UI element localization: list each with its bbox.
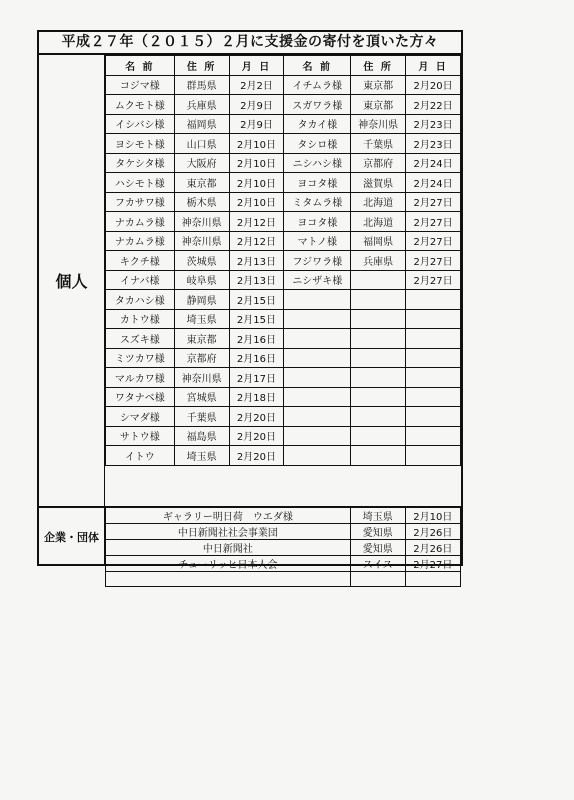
- cell-name: タカハシ様: [106, 290, 175, 310]
- table-row: [106, 75, 461, 95]
- table-row: [106, 540, 461, 556]
- cell-date: 2月20日: [406, 75, 461, 95]
- cell-address: [351, 348, 406, 368]
- cell-date: 2月10日: [229, 192, 284, 212]
- cell-date: [406, 426, 461, 446]
- cell-name: キクチ様: [106, 251, 175, 271]
- cell-address: 栃木県: [174, 192, 229, 212]
- cell-address: 東京都: [351, 75, 406, 95]
- cell-name: イシバシ様: [106, 114, 175, 134]
- cell-name: [284, 387, 351, 407]
- cell-date: 2月12日: [229, 231, 284, 251]
- cell-name: [284, 348, 351, 368]
- cell-name: ヨコタ様: [284, 173, 351, 193]
- cell-address: スイス: [350, 556, 405, 572]
- cell-date: 2月16日: [229, 348, 284, 368]
- cell-address: 京都府: [351, 153, 406, 173]
- column-header-address: 住 所: [174, 56, 229, 76]
- table-row: [106, 348, 461, 368]
- cell-date: 2月27日: [406, 231, 461, 251]
- cell-date: 2月17日: [229, 368, 284, 388]
- cell-name: ムクモト様: [106, 95, 175, 115]
- cell-name: [284, 309, 351, 329]
- table-row: [106, 270, 461, 290]
- table-row: [106, 329, 461, 349]
- table-row: [106, 231, 461, 251]
- cell-date: [406, 290, 461, 310]
- donor-sheet: [37, 30, 463, 571]
- cell-name: フジワラ様: [284, 251, 351, 271]
- cell-address: 神奈川県: [174, 212, 229, 232]
- cell-address: 愛知県: [350, 524, 405, 540]
- cell-name: ナカムラ様: [106, 212, 175, 232]
- cell-name: ハシモト様: [106, 173, 175, 193]
- cell-address: [351, 426, 406, 446]
- cell-date: [405, 572, 460, 587]
- cell-name: [284, 329, 351, 349]
- cell-name: ミツカワ様: [106, 348, 175, 368]
- cell-date: [406, 309, 461, 329]
- cell-name: イチムラ様: [284, 75, 351, 95]
- table-row: [106, 368, 461, 388]
- table-row: [106, 309, 461, 329]
- cell-address: 福岡県: [174, 114, 229, 134]
- cell-address: 北海道: [351, 212, 406, 232]
- cell-organization-name: [106, 572, 351, 587]
- cell-address: [350, 572, 405, 587]
- cell-date: 2月20日: [229, 407, 284, 427]
- cell-address: 兵庫県: [351, 251, 406, 271]
- cell-address: [351, 329, 406, 349]
- cell-address: 神奈川県: [351, 114, 406, 134]
- table-row: [106, 95, 461, 115]
- table-row: [106, 290, 461, 310]
- column-header-name: 名 前: [284, 56, 351, 76]
- cell-address: 愛知県: [350, 540, 405, 556]
- cell-date: [406, 446, 461, 466]
- cell-date: 2月10日: [229, 173, 284, 193]
- cell-name: タカイ様: [284, 114, 351, 134]
- cell-address: 京都府: [174, 348, 229, 368]
- cell-date: 2月15日: [229, 290, 284, 310]
- organizations-section-label: 企業・団体: [39, 506, 105, 566]
- cell-date: 2月24日: [406, 173, 461, 193]
- table-row: [106, 572, 461, 587]
- cell-name: ニシザキ様: [284, 270, 351, 290]
- cell-date: [406, 407, 461, 427]
- cell-address: 神奈川県: [174, 368, 229, 388]
- cell-name: シマダ様: [106, 407, 175, 427]
- cell-name: [284, 446, 351, 466]
- cell-date: 2月12日: [229, 212, 284, 232]
- table-row: [106, 407, 461, 427]
- cell-name: サトウ様: [106, 426, 175, 446]
- cell-date: 2月24日: [406, 153, 461, 173]
- cell-name: イナバ様: [106, 270, 175, 290]
- cell-address: 兵庫県: [174, 95, 229, 115]
- cell-address: 宮城県: [174, 387, 229, 407]
- cell-name: [284, 407, 351, 427]
- table-row: [106, 212, 461, 232]
- cell-date: 2月18日: [229, 387, 284, 407]
- cell-organization-name: 中日新聞社社会事業団: [106, 524, 351, 540]
- cell-address: 山口県: [174, 134, 229, 154]
- individuals-table: [105, 55, 461, 466]
- cell-date: 2月10日: [405, 507, 460, 524]
- cell-name: [284, 368, 351, 388]
- cell-name: マトノ様: [284, 231, 351, 251]
- cell-address: [351, 368, 406, 388]
- table-row: [106, 251, 461, 271]
- cell-address: [351, 387, 406, 407]
- table-row: [106, 114, 461, 134]
- cell-organization-name: 中日新聞社: [106, 540, 351, 556]
- cell-address: 千葉県: [174, 407, 229, 427]
- cell-organization-name: ギャラリー明日荷 ウエダ様: [106, 507, 351, 524]
- cell-address: 東京都: [174, 329, 229, 349]
- cell-name: タケシタ様: [106, 153, 175, 173]
- cell-date: [406, 348, 461, 368]
- cell-address: 茨城県: [174, 251, 229, 271]
- cell-address: 埼玉県: [350, 507, 405, 524]
- cell-date: [406, 387, 461, 407]
- cell-name: ミタムラ様: [284, 192, 351, 212]
- table-row: [106, 153, 461, 173]
- table-row: [106, 524, 461, 540]
- cell-address: 東京都: [351, 95, 406, 115]
- table-row: [106, 134, 461, 154]
- cell-date: [406, 368, 461, 388]
- cell-date: 2月9日: [229, 95, 284, 115]
- cell-date: 2月27日: [406, 251, 461, 271]
- cell-name: イトウ: [106, 446, 175, 466]
- table-row: [106, 192, 461, 212]
- cell-date: 2月15日: [229, 309, 284, 329]
- column-header-address: 住 所: [351, 56, 406, 76]
- cell-name: ヨコタ様: [284, 212, 351, 232]
- cell-address: [351, 290, 406, 310]
- table-row: [106, 556, 461, 572]
- cell-address: 埼玉県: [174, 446, 229, 466]
- cell-date: 2月13日: [229, 251, 284, 271]
- cell-name: カトウ様: [106, 309, 175, 329]
- page-title: 平成２７年（２０１５）２月に支援金の寄付を頂いた方々: [39, 32, 461, 55]
- cell-address: 大阪府: [174, 153, 229, 173]
- cell-name: ワタナベ様: [106, 387, 175, 407]
- cell-date: 2月22日: [406, 95, 461, 115]
- organizations-table: [105, 506, 461, 587]
- cell-name: マルカワ様: [106, 368, 175, 388]
- cell-organization-name: チューリッヒ日本人会: [106, 556, 351, 572]
- cell-date: 2月27日: [406, 192, 461, 212]
- cell-name: [284, 426, 351, 446]
- cell-date: 2月26日: [405, 524, 460, 540]
- cell-date: 2月20日: [229, 426, 284, 446]
- column-header-date: 月 日: [406, 56, 461, 76]
- cell-date: 2月23日: [406, 114, 461, 134]
- cell-address: 神奈川県: [174, 231, 229, 251]
- cell-date: 2月20日: [229, 446, 284, 466]
- cell-address: [351, 309, 406, 329]
- cell-date: [406, 329, 461, 349]
- cell-address: [351, 446, 406, 466]
- cell-date: 2月9日: [229, 114, 284, 134]
- table-row: [106, 387, 461, 407]
- cell-date: 2月2日: [229, 75, 284, 95]
- cell-name: フカサワ様: [106, 192, 175, 212]
- column-header-name: 名 前: [106, 56, 175, 76]
- cell-name: コジマ様: [106, 75, 175, 95]
- cell-address: 群馬県: [174, 75, 229, 95]
- cell-date: 2月23日: [406, 134, 461, 154]
- cell-address: 福岡県: [351, 231, 406, 251]
- cell-date: 2月26日: [405, 540, 460, 556]
- cell-address: 滋賀県: [351, 173, 406, 193]
- cell-date: 2月27日: [406, 212, 461, 232]
- cell-name: タシロ様: [284, 134, 351, 154]
- cell-date: 2月10日: [229, 134, 284, 154]
- individuals-section-label: 個人: [39, 55, 105, 506]
- cell-date: 2月27日: [405, 556, 460, 572]
- cell-date: 2月27日: [406, 270, 461, 290]
- column-header-date: 月 日: [229, 56, 284, 76]
- cell-name: スガワラ様: [284, 95, 351, 115]
- table-row: [106, 173, 461, 193]
- table-row: [106, 426, 461, 446]
- cell-date: 2月10日: [229, 153, 284, 173]
- cell-address: 北海道: [351, 192, 406, 212]
- cell-address: [351, 407, 406, 427]
- cell-address: 静岡県: [174, 290, 229, 310]
- cell-name: [284, 290, 351, 310]
- cell-name: ヨシモト様: [106, 134, 175, 154]
- cell-address: 千葉県: [351, 134, 406, 154]
- cell-date: 2月13日: [229, 270, 284, 290]
- cell-name: ニシハシ様: [284, 153, 351, 173]
- cell-address: [351, 270, 406, 290]
- cell-address: 福島県: [174, 426, 229, 446]
- cell-name: ナカムラ様: [106, 231, 175, 251]
- table-row: [106, 507, 461, 524]
- cell-address: 東京都: [174, 173, 229, 193]
- table-row: [106, 446, 461, 466]
- cell-name: スズキ様: [106, 329, 175, 349]
- cell-address: 埼玉県: [174, 309, 229, 329]
- cell-address: 岐阜県: [174, 270, 229, 290]
- cell-date: 2月16日: [229, 329, 284, 349]
- individuals-header-row: [106, 56, 461, 76]
